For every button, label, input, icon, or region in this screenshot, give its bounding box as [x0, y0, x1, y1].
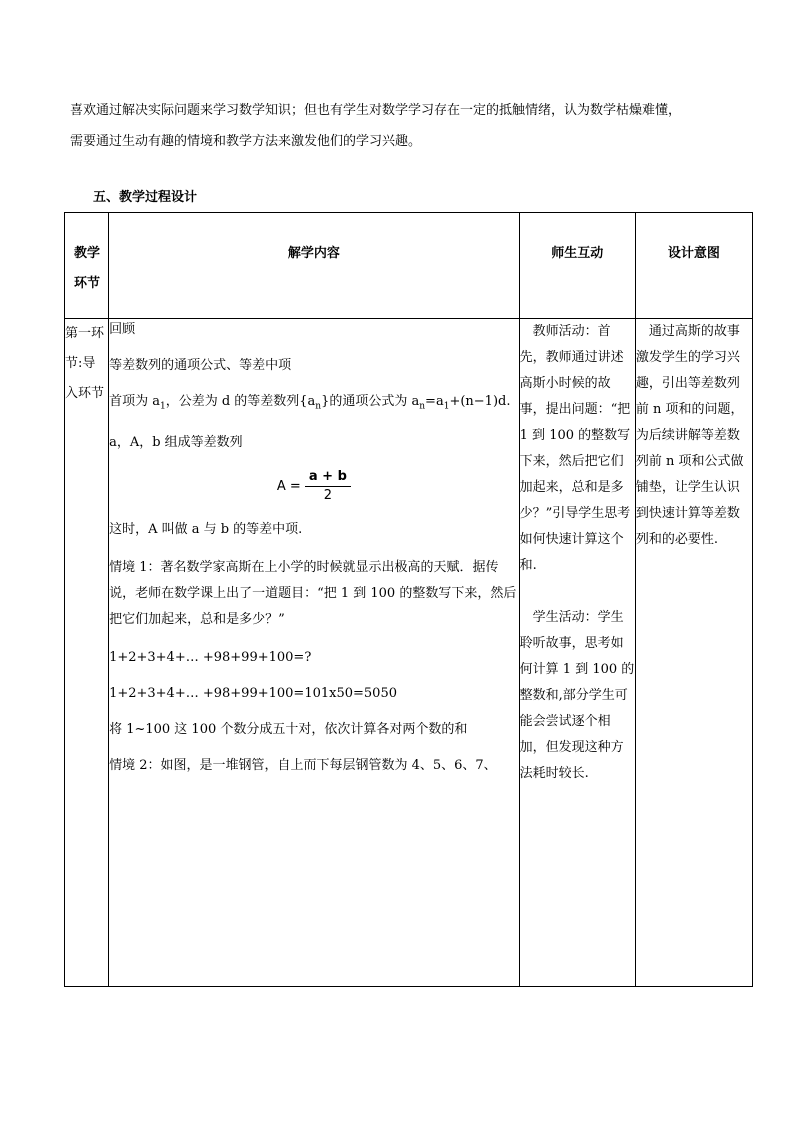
arith-mean-definition: 这时，A 叫做 a 与 b 的等差中项.: [109, 521, 303, 537]
fraction: $\frac{a + b}{2}$: [305, 468, 351, 505]
student-activity: 学生活动：学生聆听故事，思考如何计算 1 到 100 的整数和,部分学生可能会尝试逐个相加，但发现这种方法耗时较长.: [519, 610, 635, 781]
header-content: 解学内容: [109, 213, 520, 319]
review-label: 回顾: [109, 322, 136, 337]
arith-sequence-statement: a，A，b 组成等差数列: [109, 434, 243, 450]
section-title: 五、教学过程设计: [93, 190, 198, 205]
design-intent: 通过高斯的故事激发学生的学习兴趣，引出等差数列前 n 项和的问题，为后续讲解等差数列前 n 项和公式做铺垫，让学生认识到快速计算等差数列和的必要性.: [635, 324, 744, 547]
stage-cell: 第一环节:导入环节: [65, 319, 109, 987]
header-stage: 教学环节: [65, 213, 109, 319]
table-header-row: [65, 213, 753, 319]
intent-cell: [635, 319, 752, 987]
sum-question: 1+2+3+4+… +98+99+100=?: [109, 649, 312, 665]
general-term-formula: 首项为 $a_1$，公差为 d 的等差数列$\{a_n\}$的通项公式为 $a_n=a_1+(n-1)d$.: [109, 394, 511, 412]
teacher-activity: 教师活动：首先，教师通过讲述高斯小时候的故事，提出问题：“把 1 到 100 的整数写下来，然后把它们加起来，总和是多少？”引导学生思考如何快速计算这个和.: [519, 324, 631, 573]
header-intent: 设计意图: [635, 213, 752, 319]
intro-line-2: 需要通过生动有趣的情境和教学方法来激发他们的学习兴趣。: [70, 134, 422, 149]
intro-line-1: 喜欢通过解决实际问题来学习数学知识；但也有学生对数学学习存在一定的抵触情绪，认为数学枯燥难懂，: [70, 103, 682, 118]
lesson-process-table: [64, 212, 753, 987]
arith-mean-formula: A = $\frac{a + b}{2}$: [109, 468, 519, 505]
table-row: [65, 319, 753, 987]
pairing-explanation: 将 1~100 这 100 个数分成五十对，依次计算各对两个数的和: [109, 721, 468, 737]
scenario-1: 情境 1：著名数学家高斯在上小学的时候就显示出极高的天赋．据传说，老师在数学课上出了一道题目：“把 1 到 100 的整数写下来，然后把它们加起来，总和是多少？”: [109, 559, 517, 627]
sum-answer: 1+2+3+4+… +98+99+100=101x50=5050: [109, 685, 397, 701]
review-topic: 等差数列的通项公式、等差中项: [109, 358, 292, 373]
scenario-2: 情境 2：如图，是一堆钢管，自上而下每层钢管数为 4、5、6、7、: [109, 757, 497, 773]
content-cell: [109, 319, 520, 987]
header-interaction: 师生互动: [519, 213, 635, 319]
interaction-cell: [519, 319, 635, 987]
